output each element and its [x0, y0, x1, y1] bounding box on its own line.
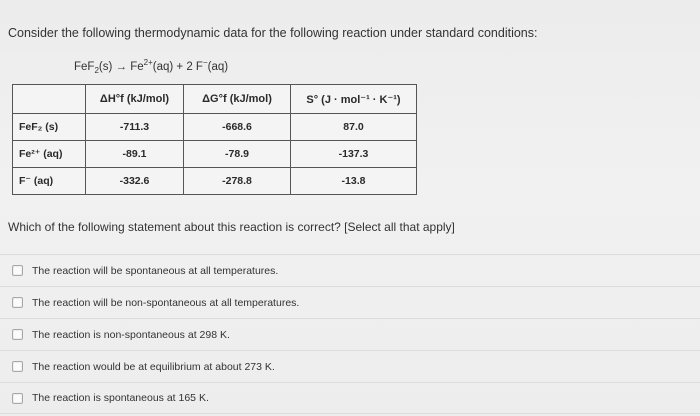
species-cell: F⁻ (aq)	[13, 168, 86, 195]
checkbox-icon[interactable]	[12, 297, 23, 308]
anion-charge: −	[202, 58, 208, 67]
gibbs-cell: -278.8	[184, 168, 291, 195]
answer-option[interactable]	[0, 286, 700, 318]
answer-option[interactable]	[0, 382, 700, 414]
enthalpy-cell: -89.1	[86, 141, 184, 168]
checkbox-icon[interactable]	[12, 265, 23, 276]
answer-option[interactable]	[0, 318, 700, 350]
reactant-subscript: 2	[94, 66, 99, 76]
checkbox-icon[interactable]	[12, 329, 23, 340]
option-label[interactable]: The reaction will be spontaneous at all temperatures.	[32, 264, 279, 277]
enthalpy-cell: -711.3	[86, 114, 184, 141]
table-row	[13, 114, 417, 141]
header-species	[13, 85, 86, 114]
question-instruction: Which of the following statement about this reaction is correct? [Select all that apply]	[8, 220, 455, 234]
reaction-equation	[74, 58, 228, 75]
checkbox-icon[interactable]	[12, 393, 23, 404]
cation-charge: 2+	[143, 58, 153, 67]
answer-option[interactable]	[0, 350, 700, 382]
option-label[interactable]: The reaction will be non-spontaneous at all temperatures.	[32, 296, 300, 309]
reactant-formula: FeF	[74, 60, 95, 73]
header-enthalpy: ΔH°f (kJ/mol)	[86, 85, 184, 114]
checkbox-icon[interactable]	[12, 361, 23, 372]
gibbs-cell: -668.6	[184, 114, 291, 141]
anion-state: (aq)	[207, 60, 229, 73]
option-label[interactable]: The reaction is non-spontaneous at 298 K.	[32, 328, 230, 341]
enthalpy-cell: -332.6	[86, 168, 184, 195]
table-row	[13, 168, 417, 195]
answer-options	[0, 254, 700, 414]
option-label[interactable]: The reaction is spontaneous at 165 K.	[32, 392, 209, 404]
question-prompt: Consider the following thermodynamic data for the following reaction under standard conditions:	[8, 26, 538, 40]
header-entropy: S° (J · mol⁻¹ · K⁻¹)	[291, 85, 417, 114]
entropy-cell: -13.8	[291, 168, 417, 195]
gibbs-cell: -78.9	[184, 141, 291, 168]
species-cell: FeF₂ (s)	[13, 114, 86, 141]
entropy-cell: -137.3	[291, 141, 417, 168]
species-cell: Fe²⁺ (aq)	[13, 141, 86, 168]
table-row	[13, 141, 417, 168]
answer-option[interactable]	[0, 254, 700, 286]
entropy-cell: 87.0	[291, 114, 417, 141]
header-gibbs: ΔG°f (kJ/mol)	[184, 85, 291, 114]
option-label[interactable]: The reaction would be at equilibrium at about 273 K.	[32, 360, 275, 373]
table-header-row	[13, 85, 417, 114]
cation-state: (aq) + 2 F	[152, 60, 203, 73]
reactant-state: (s) → Fe	[98, 60, 144, 73]
thermo-data-table	[12, 84, 417, 195]
